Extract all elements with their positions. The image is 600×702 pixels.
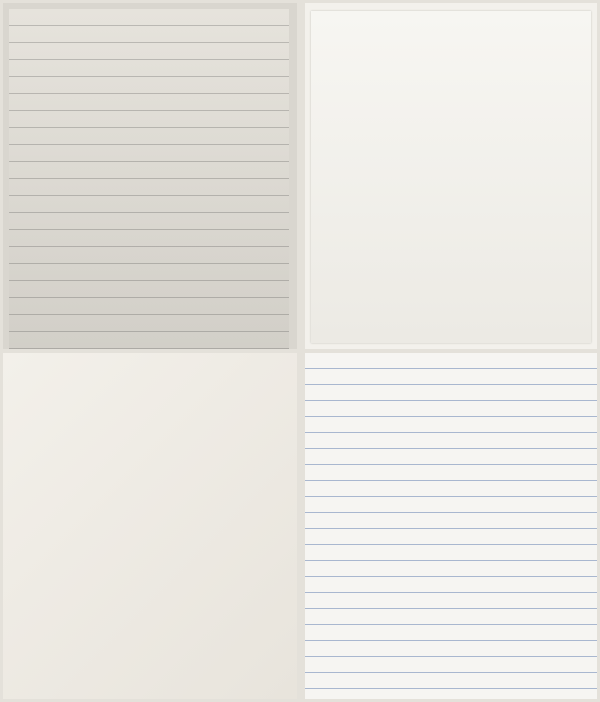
- handwritten-poem: [305, 353, 597, 699]
- lined-paper: [305, 353, 597, 699]
- handwritten-essay-bottom-left: [3, 353, 297, 699]
- white-paper: [3, 353, 297, 699]
- lined-paper: [9, 9, 289, 349]
- white-paper: [311, 11, 591, 343]
- handwritten-essay-top-right: [305, 3, 597, 349]
- handwritten-essay-top-left: [3, 3, 297, 349]
